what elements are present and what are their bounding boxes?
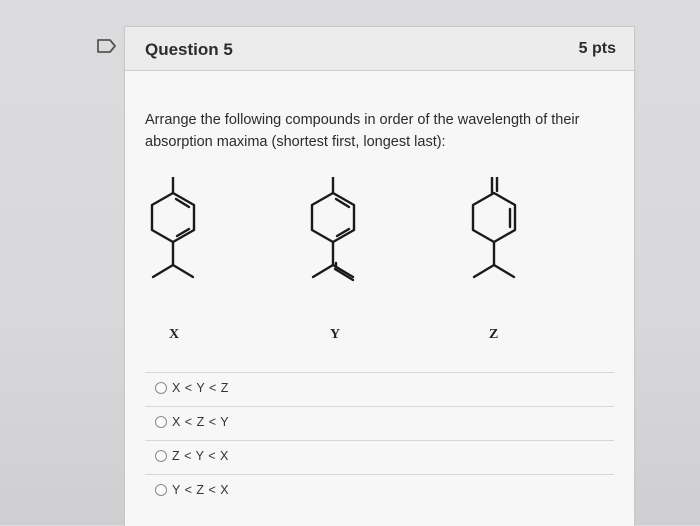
answer-option-label: X < Z < Y (172, 415, 230, 429)
answer-option-label: Y < Z < X (172, 483, 230, 497)
radio-button[interactable] (155, 484, 167, 496)
question-card (124, 26, 635, 526)
question-points: 5 pts (578, 40, 616, 57)
flag-question-icon[interactable] (96, 38, 118, 54)
question-prompt: Arrange the following compounds in order of the wavelength of their absorption maxima (shortest first, longest last): (145, 112, 580, 150)
compound-x-structure (152, 177, 194, 277)
radio-button[interactable] (155, 416, 167, 428)
compound-label-y: Y (330, 327, 341, 342)
compound-label-x: X (169, 327, 180, 342)
compound-label-z: Z (489, 327, 499, 342)
answer-option[interactable] (145, 372, 614, 406)
answer-option[interactable] (145, 440, 614, 474)
compound-y-structure (312, 177, 354, 280)
compound-z-structure (473, 177, 515, 277)
answer-option[interactable] (145, 406, 614, 440)
answer-options (125, 372, 634, 508)
answer-option-label: Z < Y < X (172, 449, 229, 463)
radio-button[interactable] (155, 450, 167, 462)
question-header (125, 27, 634, 71)
answer-option[interactable] (145, 474, 614, 508)
question-title: Question 5 (145, 40, 233, 59)
answer-option-label: X < Y < Z (172, 381, 229, 395)
radio-button[interactable] (155, 382, 167, 394)
compound-structures (125, 177, 634, 377)
